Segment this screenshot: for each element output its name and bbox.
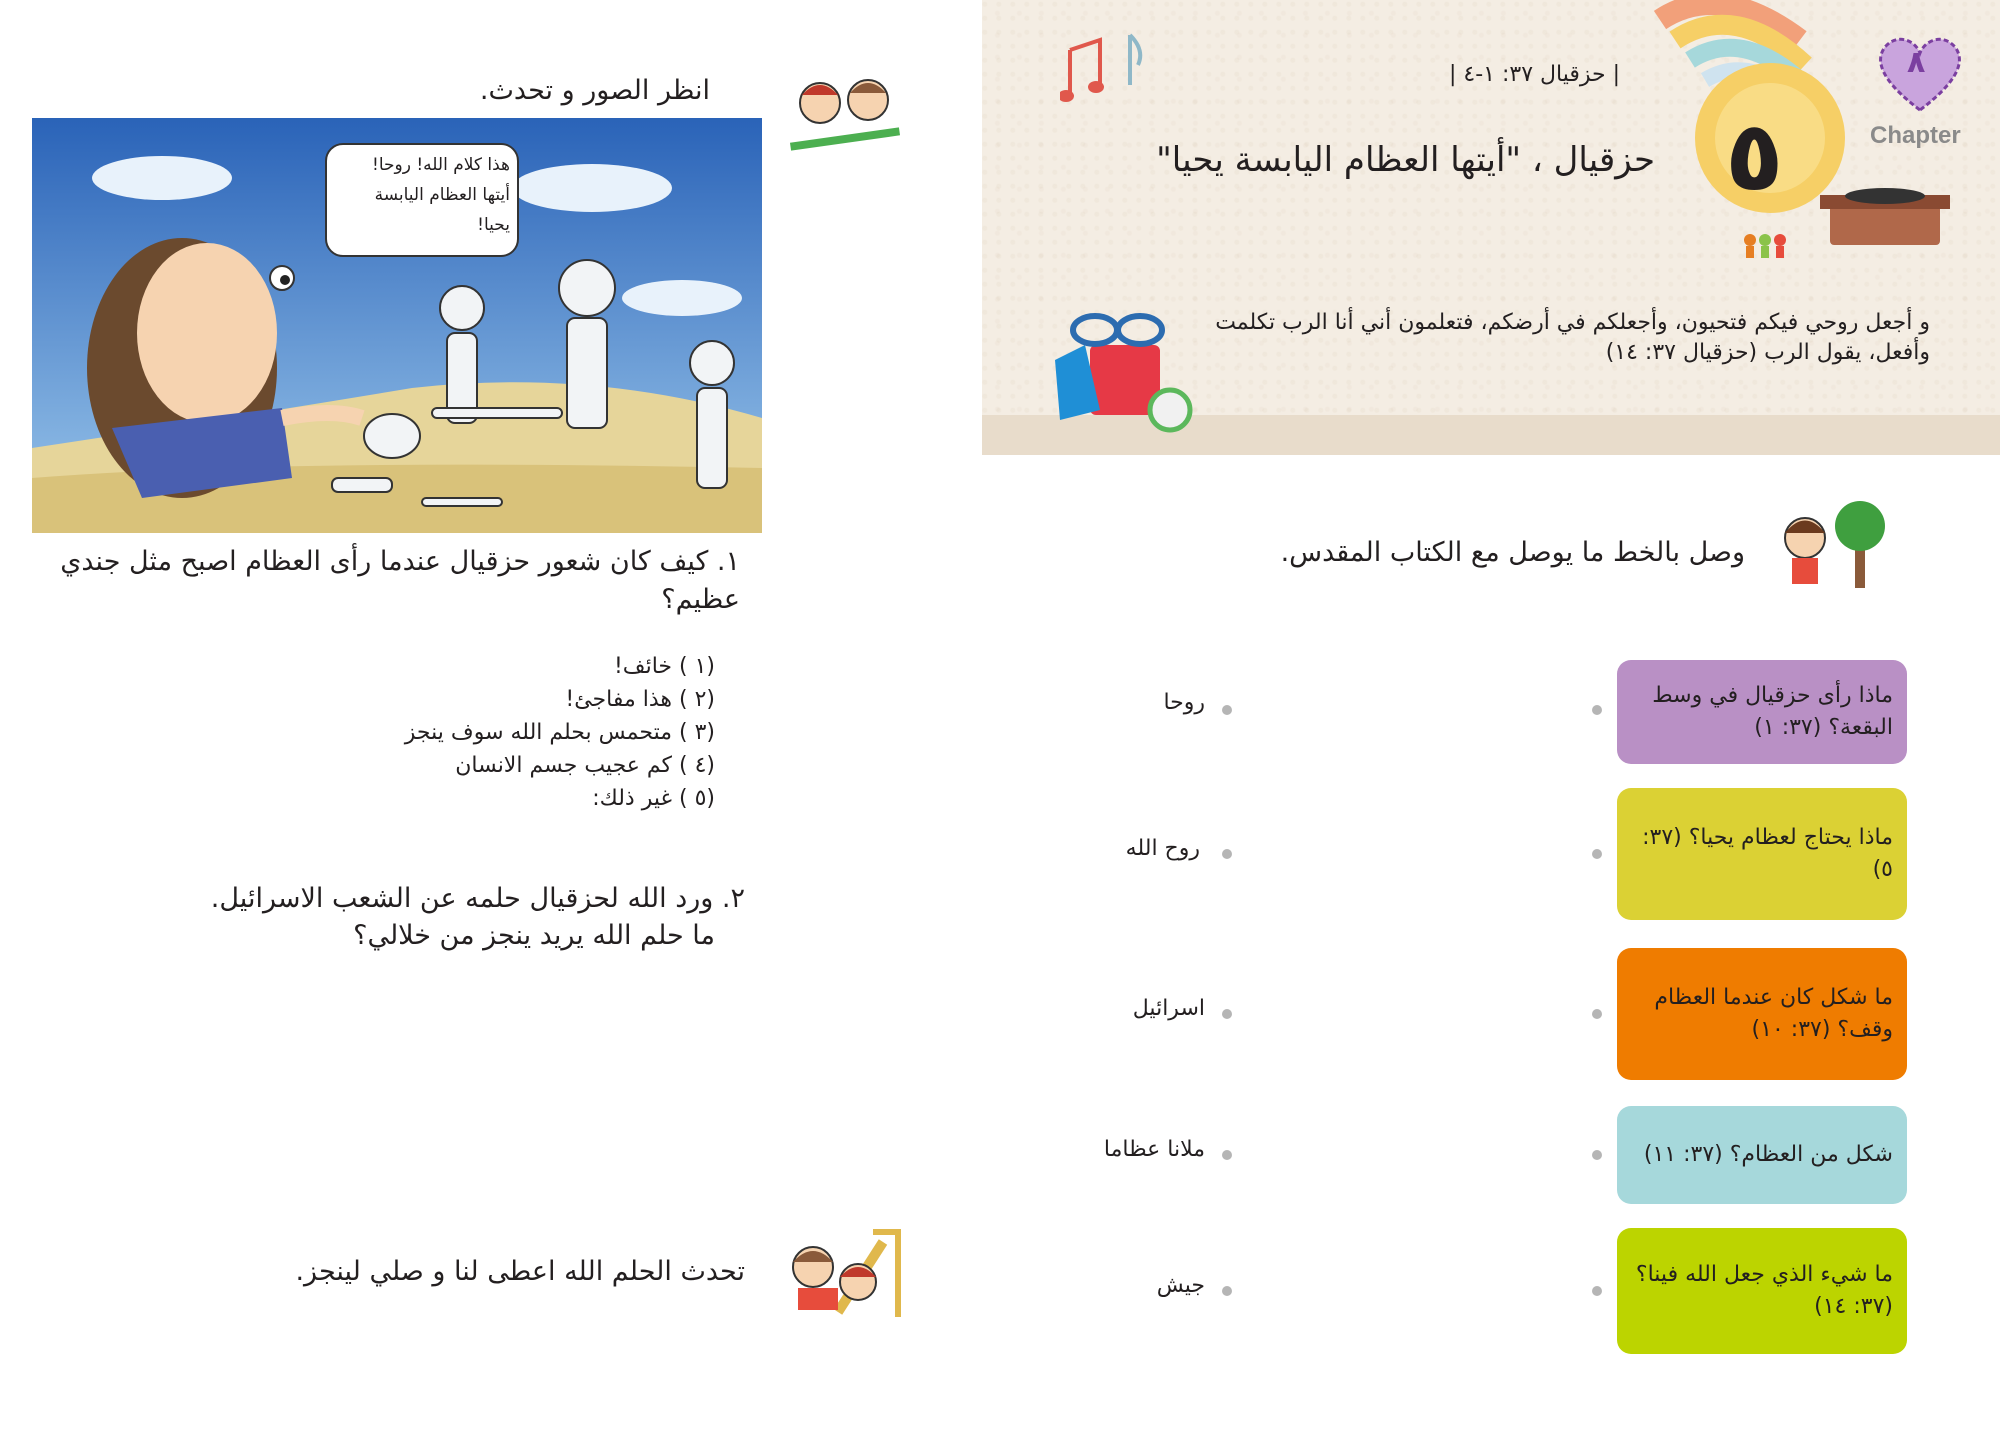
reference-text: حزقيال ٣٧: ١-٤ [1463,62,1606,87]
chapter-label: Chapter [1870,122,1961,149]
question-text: ماذا رأى حزقيال في وسط البقعة؟ (٣٧: ١) [1652,683,1893,740]
chapter-number: ٥ [1725,100,1784,212]
q1-options [380,650,715,815]
kids-at-slide-icon [778,1222,913,1322]
question-box[interactable] [1617,1106,1907,1204]
chapter-title: حزقيال ، "أيتها العظام اليابسة يحيا" [1156,140,1655,180]
question-dot[interactable] [1592,1009,1602,1019]
bottom-instruction: تحدث الحلم الله اعطى لنا و صلي لينجز. [295,1256,745,1287]
look-instruction: انظر الصور و تحدث. [479,75,710,106]
answer-option: روحا [1163,690,1205,715]
question-box[interactable] [1617,788,1907,920]
answer-option: جيش [1156,1273,1205,1298]
question-text: ما شكل كان عندما العظام وقف؟ (٣٧: ١٠) [1654,985,1893,1042]
answer-option: اسرائيل [1132,996,1205,1021]
bible-reference: | حزقيال ٣٧: ١-٤ | [1448,62,1620,87]
answer-dot[interactable] [1222,1286,1232,1296]
q1-option[interactable]: (٣ ) متحمس بحلم الله سوف ينجز [404,720,715,745]
answer-option: روح الله [1125,836,1200,861]
music-notes-icon [1060,30,1150,110]
question-text: شكل من العظام؟ (٣٧: ١١) [1643,1142,1893,1167]
question-text: ماذا يحتاج لعظام يحيا؟ (٣٧: ٥) [1642,825,1893,882]
q1-option[interactable]: (٥ ) غير ذلك: [592,786,715,811]
q1-option[interactable]: (٤ ) كم عجيب جسم الانسان [455,753,715,778]
q1-option[interactable]: (١ ) خائف! [613,654,715,679]
question-box[interactable] [1617,660,1907,764]
memory-verse: و أجعل روحي فيكم فتحيون، وأجعلكم في أرضكم، فتعلمون أني أنا الرب تكلمت وأفعل، يقول الرب (حزقيال ٣٧: ١٤) [1215,310,1930,365]
speech-bubble-text: هذا كلام الله! روحا! أيتها العظام اليابسة يحيا! [372,155,510,235]
answer-option: ملانا عظاما [1103,1137,1205,1162]
question-dot[interactable] [1592,849,1602,859]
question-dot[interactable] [1592,705,1602,715]
question-box[interactable] [1617,1228,1907,1354]
answer-dot[interactable] [1222,1009,1232,1019]
question-box[interactable] [1617,948,1907,1080]
kids-on-seesaw-icon [780,65,910,165]
question-2-line-2: ما حلم الله يريد ينجز من خلالي؟ [353,920,715,951]
question-2-line-1: ٢. ورد الله لحزقيال حلمه عن الشعب الاسرائيل. [210,883,745,914]
question-text: ما شيء الذي جعل الله فينا؟ (٣٧: ١٤) [1635,1262,1893,1319]
heart-number: ٨ [1907,45,1926,80]
matching-instruction: وصل بالخط ما يوصل مع الكتاب المقدس. [1280,537,1745,568]
question-1: ١. كيف كان شعور حزقيال عندما رأى العظام اصبح مثل جندي عظيم؟ [60,546,740,615]
question-dot[interactable] [1592,1286,1602,1296]
answer-dot[interactable] [1222,705,1232,715]
goggles-bag-illustration [1040,300,1195,440]
q1-option[interactable]: (٢ ) هذا مفاجئ! [565,687,715,712]
question-dot[interactable] [1592,1150,1602,1160]
kid-with-tree-icon [1760,498,1890,598]
answer-dot[interactable] [1222,1150,1232,1160]
answer-dot[interactable] [1222,849,1232,859]
